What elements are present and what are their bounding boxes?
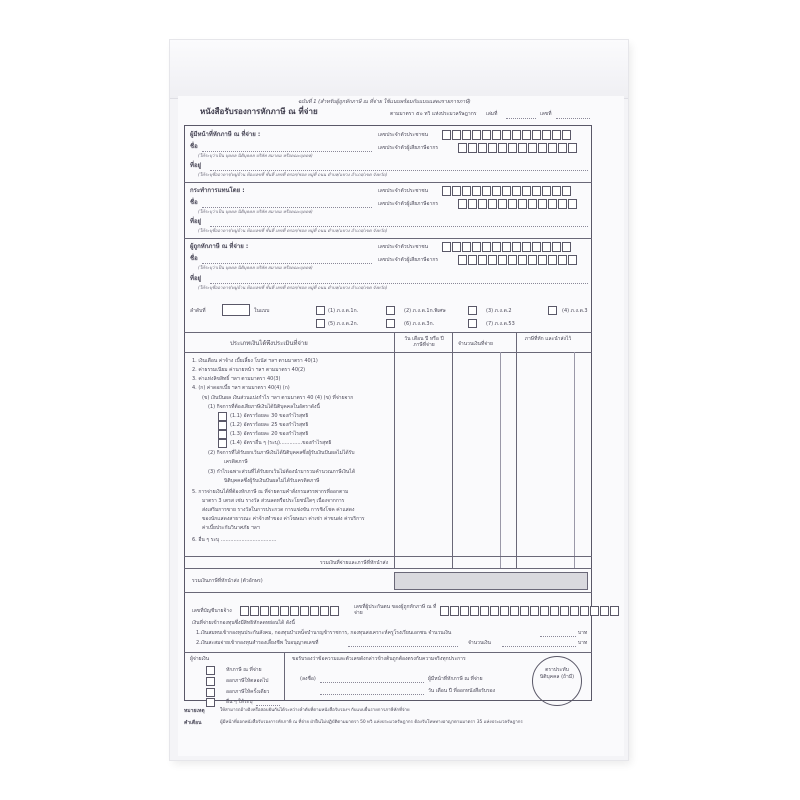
satang-divider: [500, 352, 501, 568]
payer-option-checkbox[interactable]: [206, 677, 215, 686]
sign-label: (ลงชื่อ): [300, 676, 316, 682]
form-option-checkbox[interactable]: [548, 306, 557, 315]
withholder-address-hint: (ให้ระบุชื่ออาคาร/หมู่บ้าน ห้องเลขที่ ชั้นที่ เลขที่ ตรอก/ซอย หมู่ที่ ถนน ตำบล/แขวง อำเภอ/เขต จังหวัด): [198, 173, 388, 178]
withholder-address-field[interactable]: [210, 170, 588, 171]
form-option-checkbox[interactable]: [468, 306, 477, 315]
income-row-2: 2. ค่าธรรมเนียม ค่านายหน้า ฯลฯ ตามมาตรา 40(2): [192, 367, 306, 373]
number-label: เลขที่: [540, 111, 552, 117]
signer-role: ผู้มีหน้าที่หักภาษี ณ ที่จ่าย: [428, 676, 483, 682]
payer-option-3: ออกภาษีให้ครั้งเดียว: [226, 689, 270, 695]
divider: [184, 568, 592, 569]
agent-id-label: เลขประจำตัวประชาชน: [378, 188, 429, 194]
total-in-words-label: รวมเงินภาษีที่หักนำส่ง (ตัวอักษร): [192, 578, 263, 584]
divider: [184, 238, 592, 239]
sequence-field[interactable]: [222, 304, 250, 316]
form-option-2: (2) ภ.ง.ด.1ก.พิเศษ: [404, 308, 446, 314]
fund-line-1: 1.เงินสมทบเข้ากองทุนประกันสังคม, กองทุนบำเหน็จบำนาญข้าราชการ, กองทุนสงเคราะห์ครูโรงเรียนเอกชน จำนวนเงิน: [196, 630, 452, 636]
income-row-rate-30: (1.1) อัตราร้อยละ 30 ของกำไรสุทธิ: [230, 413, 309, 419]
income-row-rate-other: (1.4) อัตราอื่น ๆ (ระบุ)..............ของกำไรสุทธิ: [230, 440, 332, 446]
agent-tax-id-boxes[interactable]: [458, 199, 578, 209]
income-row-4b: (ข) เงินปันผล เงินส่วนแบ่งกำไร ฯลฯ ตามมาตรา 40 (4) (ข) ที่จ่ายจาก: [202, 395, 354, 401]
payee-tax-id-label: เลขประจำตัวผู้เสียภาษีอากร: [378, 257, 439, 263]
withholder-id-boxes[interactable]: [442, 130, 572, 140]
payee-address-hint: (ให้ระบุชื่ออาคาร/หมู่บ้าน ห้องเลขที่ ชั้นที่ เลขที่ ตรอก/ซอย หมู่ที่ ถนน ตำบล/แขวง อำเภอ/เขต จังหวัด): [198, 286, 388, 291]
table-header-divider: [184, 352, 592, 353]
col-divider: [394, 332, 395, 568]
total-divider: [184, 556, 592, 557]
payer-option-checkbox[interactable]: [206, 698, 215, 707]
divider: [184, 182, 592, 183]
fund-1-baht: บาท: [578, 630, 588, 636]
payee-tax-id-boxes[interactable]: [458, 255, 578, 265]
income-row-6: 6. อื่น ๆ ระบุ ...................................: [192, 537, 277, 543]
fund-note: เงินที่จ่ายเข้ากองทุนซึ่งมีสิทธิหักลดหย่อนได้ ดังนี้: [192, 620, 295, 626]
agent-heading: กระทำการแทนโดย :: [190, 187, 245, 194]
fund-2-baht: บาท: [578, 640, 588, 646]
withholder-name-field[interactable]: [202, 151, 372, 152]
payee-name-label: ชื่อ: [190, 255, 198, 262]
fund-2-amount-label: จำนวนเงิน: [468, 640, 491, 646]
agent-address-hint: (ให้ระบุชื่ออาคาร/หมู่บ้าน ห้องเลขที่ ชั้นที่ เลขที่ ตรอก/ซอย หมู่ที่ ถนน ตำบล/แขวง อำเภอ/เขต จังหวัด): [198, 229, 388, 234]
certify-statement: ขอรับรองว่าข้อความและตัวเลขดังกล่าวข้างต้นถูกต้องตรงกับความจริงทุกประการ: [292, 656, 466, 662]
col-tax-withheld: ภาษีที่หัก และนำส่งไว้: [524, 336, 572, 342]
payee-name-hint: (ให้ระบุว่าเป็น บุคคล นิติบุคคล บริษัท สมาคม หรือคณะบุคคล): [198, 266, 313, 271]
total-label: รวมเงินที่จ่ายและภาษีที่หักนำส่ง: [320, 560, 389, 566]
income-row-4a: 4. (ก) ค่าดอกเบี้ย ฯลฯ ตามมาตรา 40(4) (ก): [192, 385, 290, 391]
number-field[interactable]: [556, 118, 590, 119]
withholder-heading: ผู้มีหน้าที่หักภาษี ณ ที่จ่าย :: [190, 131, 261, 138]
form-option-4: (4) ภ.ง.ด.3: [562, 308, 588, 314]
col-pay-date: วัน เดือน ปี หรือ ปีภาษีที่จ่าย: [404, 336, 444, 348]
payee-address-field[interactable]: [210, 283, 588, 284]
law-reference: ตามมาตรา ๕๐ ทวิ แห่งประมวลรัษฎากร: [390, 111, 477, 117]
agent-name-hint: (ให้ระบุว่าเป็น บุคคล นิติบุคคล บริษัท สมาคม หรือคณะบุคคล): [198, 210, 313, 215]
form-option-5: (5) ภ.ง.ด.2ก.: [328, 321, 359, 327]
payer-heading: ผู้จ่ายเงิน: [190, 656, 210, 662]
income-row-4b2-cont: เครดิตภาษี: [224, 459, 248, 465]
income-row-rate-25: (1.2) อัตราร้อยละ 25 ของกำไรสุทธิ: [230, 422, 309, 428]
form-option-3: (3) ภ.ง.ด.2: [486, 308, 512, 314]
col-divider: [452, 332, 453, 568]
form-title: หนังสือรับรองการหักภาษี ณ ที่จ่าย: [200, 107, 318, 116]
book-number-field[interactable]: [506, 118, 536, 119]
income-row-5-line2: มาตรา 3 เตรส เช่น รางวัล ส่วนลดหรือประโยชน์ใดๆ เนื่องจากการ: [202, 498, 345, 504]
payee-address-label: ที่อยู่: [190, 275, 202, 282]
payee-id-boxes[interactable]: [442, 242, 572, 252]
form-option-checkbox[interactable]: [316, 306, 325, 315]
satang-divider: [574, 352, 575, 568]
form-option-1: (1) ภ.ง.ด.1ก.: [328, 308, 359, 314]
issue-date-label: วัน เดือน ปี ที่ออกหนังสือรับรอง: [428, 688, 496, 694]
rate-checkbox[interactable]: [218, 412, 227, 421]
divider: [184, 592, 592, 593]
income-row-1: 1. เงินเดือน ค่าจ้าง เบี้ยเลี้ยง โบนัส ฯลฯ ตามมาตรา 40(1): [192, 358, 318, 364]
payee-id-label: เลขประจำตัวประชาชน: [378, 244, 429, 250]
income-row-4b3-cont: นิติบุคคลซึ่งผู้รับเงินปันผลไม่ได้รับเครดิตภาษี: [224, 478, 320, 484]
agent-address-field[interactable]: [210, 226, 588, 227]
pad-binding-curl: [170, 40, 628, 99]
income-row-3: 3. ค่าแห่งลิขสิทธิ์ ฯลฯ ตามมาตรา 40(3): [192, 376, 281, 382]
income-row-4b2: (2) กิจการที่ได้รับยกเว้นภาษีเงินได้นิติบุคคลซึ่งผู้รับเงินปันผลไม่ได้รับ: [208, 450, 355, 456]
payer-option-4: อื่น ๆ ให้ระบุ: [226, 699, 253, 705]
form-option-checkbox[interactable]: [386, 306, 395, 315]
form-option-checkbox[interactable]: [386, 319, 395, 328]
note-text: ให้สามารถอ้างอิงหรือสอบยันกันได้ระหว่างลำดับที่ตามหนังสือรับรองฯ กับแบบยื่นรายการภาษีหักที่จ่าย: [220, 708, 410, 713]
col-amount: จำนวนเงินที่จ่าย: [458, 341, 493, 347]
agent-tax-id-label: เลขประจำตัวผู้เสียภาษีอากร: [378, 201, 439, 207]
fund-1-amount-field[interactable]: [540, 636, 576, 637]
payee-name-field[interactable]: [202, 263, 372, 264]
income-row-4b1: (1) กิจการที่ต้องเสียภาษีเงินได้นิติบุคคลในอัตราดังนี้: [208, 404, 320, 410]
fund-2-amount-field[interactable]: [502, 646, 576, 647]
total-in-words-field[interactable]: [394, 572, 588, 590]
company-seal-circle: [532, 656, 582, 706]
withholder-name-hint: (ให้ระบุว่าเป็น บุคคล นิติบุคคล บริษัท สมาคม หรือคณะบุคคล): [198, 154, 313, 159]
fund-line-2: 2.เงินสะสมจ่ายเข้ากองทุนสำรองเลี้ยงชีพ ใบอนุญาตเลขที่: [196, 640, 319, 646]
warning-text: ผู้มีหน้าที่ออกหนังสือรับรองการหักภาษี ณ ที่จ่าย ฝ่าฝืนไม่ปฏิบัติตามมาตรา 50 ทวิ แห่งประมวลรัษฎากร ต้องรับโทษทางอาญาตามมาตรา 35 แห่งประมวลรัษฎากร: [220, 720, 523, 725]
payee-heading: ผู้ถูกหักภาษี ณ ที่จ่าย :: [190, 243, 249, 250]
form-option-7: (7) ภ.ง.ด.53: [486, 321, 515, 327]
withholder-tax-id-boxes[interactable]: [458, 143, 578, 153]
payer-other-field[interactable]: [256, 705, 280, 706]
income-row-rate-20: (1.3) อัตราร้อยละ 20 ของกำไรสุทธิ: [230, 431, 309, 437]
rate-checkbox[interactable]: [218, 430, 227, 439]
form-option-checkbox[interactable]: [316, 319, 325, 328]
note-label: หมายเหตุ: [184, 708, 205, 714]
employer-account-label: เลขที่บัญชีนายจ้าง: [192, 608, 232, 614]
signature-field[interactable]: [320, 682, 424, 683]
sequence-label: ลำดับที่: [190, 308, 206, 314]
rate-checkbox[interactable]: [218, 439, 227, 448]
withholder-tax-id-label: เลขประจำตัวผู้เสียภาษีอากร: [378, 145, 439, 151]
payer-option-2: ออกภาษีให้ตลอดไป: [226, 678, 269, 684]
income-row-5-line3: ส่งเสริมการขาย รางวัลในการประกวด การแข่งขัน การชิงโชค ค่าแสดง: [202, 507, 355, 513]
payer-option-checkbox[interactable]: [206, 688, 215, 697]
withholder-name-label: ชื่อ: [190, 143, 198, 150]
income-row-5: 5. การจ่ายเงินได้ที่ต้องหักภาษี ณ ที่จ่ายตามคำสั่งกรมสรรพากรที่ออกตาม: [192, 489, 349, 495]
col-divider: [516, 332, 517, 568]
issue-date-field[interactable]: [320, 694, 424, 695]
employer-account-boxes[interactable]: [240, 606, 340, 616]
insured-number-label: เลขที่ผู้ประกันตน ของผู้ถูกหักภาษี ณ ที่จ่าย: [354, 604, 437, 616]
income-row-4b3: (3) กำไรเฉพาะส่วนที่ได้รับยกเว้นไม่ต้องนำมารวมคำนวณภาษีเงินได้: [208, 469, 356, 475]
payer-option-checkbox[interactable]: [206, 666, 215, 675]
divider: [184, 652, 592, 653]
payer-option-1: หักภาษี ณ ที่จ่าย: [226, 667, 262, 673]
fund-2-license-field[interactable]: [348, 646, 458, 647]
divider: [184, 332, 592, 333]
withholder-id-label: เลขประจำตัวประชาชน: [378, 132, 429, 138]
company-seal-text: ตราประทับ นิติบุคคล (ถ้ามี): [539, 667, 575, 680]
agent-name-field[interactable]: [202, 207, 372, 208]
in-form-label: ในแบบ: [254, 308, 270, 314]
withholder-address-label: ที่อยู่: [190, 162, 202, 169]
form-option-checkbox[interactable]: [468, 319, 477, 328]
book-number-label: เล่มที่: [486, 111, 498, 117]
agent-name-label: ชื่อ: [190, 199, 198, 206]
form-option-6: (6) ภ.ง.ด.3ก.: [404, 321, 435, 327]
agent-address-label: ที่อยู่: [190, 218, 202, 225]
income-row-5-line4: ของนักแสดงสาธารณะ ค่าจ้างทำของ ค่าโฆษณา ค่าเช่า ค่าขนส่ง ค่าบริการ: [202, 516, 365, 522]
rate-checkbox[interactable]: [218, 421, 227, 430]
copy-note: ฉบับที่ 1 (สำหรับผู้ถูกหักภาษี ณ ที่จ่าย ใช้แนบพร้อมกับแบบแสดงรายการภาษี): [298, 99, 471, 105]
withholding-tax-certificate: [178, 96, 624, 756]
col-divider: [284, 652, 285, 700]
income-row-5-line5: ค่าเบี้ยประกันวินาศภัย ฯลฯ: [202, 525, 260, 531]
col-income-type: ประเภทเงินได้พึงประเมินที่จ่าย: [230, 340, 308, 347]
agent-id-boxes[interactable]: [442, 186, 572, 196]
warning-label: คำเตือน: [184, 720, 202, 726]
insured-number-boxes[interactable]: [440, 606, 620, 616]
